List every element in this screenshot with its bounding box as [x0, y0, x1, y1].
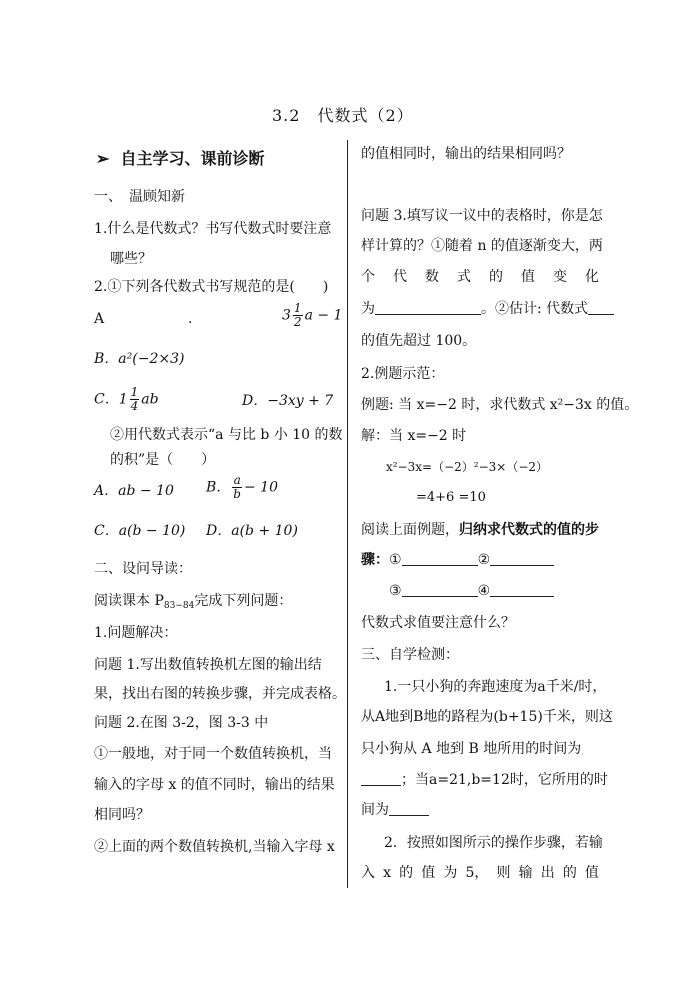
step-blank[interactable]	[490, 582, 554, 597]
q2-line1: 2.①下列各代数式书写规范的是( )	[94, 279, 329, 295]
q1-line1: 1.什么是代数式？书写代数式时要注意	[94, 221, 332, 237]
q2-option-a-dot: .	[188, 311, 193, 327]
part1-heading: 一、 温顾知新	[94, 189, 185, 205]
answer-blank[interactable]	[588, 300, 614, 315]
summary-line1: 阅读上面例题，归纳求代数式的值的步	[361, 522, 599, 538]
example-line1: 例题: 当 x=−2 时，求代数式 x²−3x 的值。	[361, 397, 639, 413]
q2b-line1: ②用代数式表示“a 与比 b 小 10 的数	[110, 427, 343, 443]
section-heading-self-study: ➢ 自主学习、课前诊断	[96, 149, 265, 168]
q2b-option-d: D．a(b + 10)	[206, 523, 298, 539]
example-line4: =4+6 =10	[416, 490, 486, 505]
answer-blank[interactable]	[375, 300, 481, 315]
step-blank[interactable]	[402, 582, 478, 597]
q2-option-b: B．a²(−2×3)	[94, 351, 185, 367]
test1-line1: 1.一只小狗的奔跑速度为a千米/时，	[384, 679, 607, 695]
problem2-line3: 输入的字母 x 的值不同时，输出的结果	[94, 777, 335, 793]
test1-line4: ；当a=21,b=12时，它所用的时	[361, 771, 608, 789]
example-line2: 解：当 x=−2 时	[361, 428, 467, 444]
q2-option-c: C．1 $\frac{1}{4}$ ab	[94, 385, 159, 413]
page-title: 3.2 代数式（2）	[272, 106, 414, 125]
test2-line2: 入 x 的 值 为 5， 则 输 出 的 值	[361, 865, 599, 881]
answer-blank[interactable]	[361, 771, 401, 786]
q2-option-d: D．−3xy + 7	[242, 393, 334, 409]
q2b-option-c: C．a(b − 10)	[94, 523, 186, 539]
test1-line3: 只小狗从 A 地到 B 地所用的时间为	[361, 741, 582, 757]
sub1-heading: 1.问题解决：	[94, 625, 178, 641]
q1-line2: 哪些？	[110, 251, 152, 267]
summary-line3: ③ ④	[389, 582, 554, 600]
problem3-line1: 问题 3.填写议一议中的表格时，你是怎	[361, 208, 603, 224]
problem3-line4: 为 。②估计: 代数式	[361, 300, 614, 318]
problem2-line4: 相同吗？	[94, 807, 150, 823]
part3-heading: 三、自学检测：	[361, 647, 459, 663]
sub2-heading: 2.例题示范：	[361, 366, 445, 382]
answer-blank[interactable]	[389, 801, 429, 816]
problem3-line5: 的值先超过 100。	[361, 333, 477, 349]
summary-line2: 骤：① ②	[361, 551, 554, 569]
q2b-line2: 的积”是（ ）	[110, 452, 216, 468]
step-blank[interactable]	[402, 551, 478, 566]
problem1-line1: 问题 1.写出数值转换机左图的输出结	[94, 657, 322, 673]
test1-line2: 从A地到B地的路程为(b+15)千米，则这	[361, 709, 613, 725]
problem2-line1: 问题 2.在图 3-2，图 3-3 中	[94, 715, 269, 731]
column-divider	[347, 140, 348, 888]
read-instruction: 阅读课本 $P_{83-84}$完成下列问题：	[94, 593, 293, 611]
q2-option-a-label: A	[94, 311, 105, 327]
problem1-line2: 果，找出右图的转换步骤，并完成表格。	[94, 686, 346, 702]
problem2-line5: ②上面的两个数值转换机,当输入字母 x	[94, 839, 335, 855]
note-line: 代数式求值要注意什么？	[361, 615, 515, 631]
part2-heading: 二、设问导读：	[94, 561, 192, 577]
q2b-option-b: B． $\frac{a}{b}$ − 10	[206, 473, 278, 501]
arrow-bullet-icon: ➢	[96, 149, 110, 168]
step-blank[interactable]	[490, 551, 554, 566]
problem3-line2: 样计算的？①随着 n 的值逐渐变大，两	[361, 238, 603, 254]
q2-option-a-expr: 3 $\frac{1}{2}$ a − 1	[282, 301, 343, 329]
q2b-option-a: A．ab − 10	[94, 483, 174, 499]
problem3-line3: 个 代 数 式 的 值 变 化	[361, 269, 599, 285]
cont-line1: 的值相同时，输出的结果相同吗？	[361, 146, 571, 162]
test1-line5: 间为	[361, 801, 429, 819]
test2-line1: 2．按照如图所示的操作步骤，若输	[384, 835, 603, 851]
example-line3: x²−3x=（−2）²−3×（−2）	[386, 460, 549, 474]
problem2-line2: ①一般地，对于同一个数值转换机，当	[94, 746, 332, 762]
